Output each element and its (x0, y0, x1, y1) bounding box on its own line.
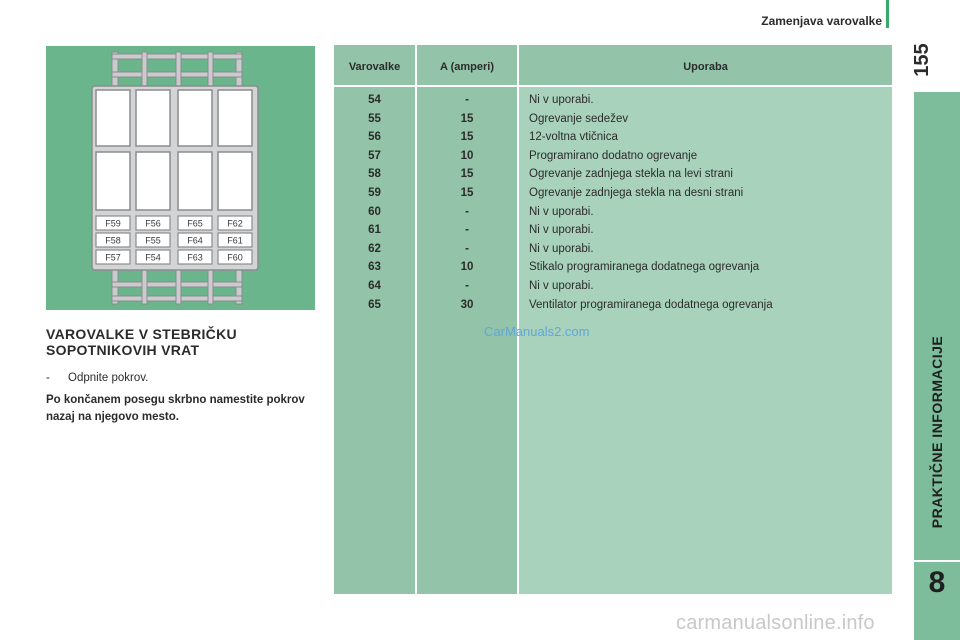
section-title-line-1: VAROVALKE V STEBRIČKU (46, 326, 237, 342)
fuse-slot-label: F58 (105, 235, 121, 246)
fuse-slot (136, 250, 170, 264)
table-row (334, 147, 892, 166)
fuse-amperage: 30 (460, 298, 474, 311)
fuse-slot-label: F57 (105, 252, 121, 263)
fuse-usage: Ogrevanje zadnjega stekla na levi strani (529, 168, 733, 181)
fuse-amperage: 15 (460, 131, 474, 144)
fuse-slot (136, 216, 170, 230)
fuse-amperage: - (465, 279, 469, 292)
fuse-amperage: 15 (460, 168, 474, 181)
fuse-slot (178, 250, 212, 264)
fuse-slot-label: F60 (227, 252, 243, 263)
chapter-tab-label-text: PRAKTIČNE INFORMACIJE (929, 335, 945, 529)
bottom-mounting-rails (112, 266, 242, 304)
table-row (334, 240, 892, 259)
fuse-usage: Ventilator programiranega dodatnega ogrevanja (529, 298, 773, 311)
fuse-slot-label: F62 (227, 218, 243, 229)
fuse-amperage: - (465, 224, 469, 237)
fuse-slot (96, 250, 130, 264)
fuse-number: 65 (368, 298, 381, 311)
chapter-tab-divider (914, 560, 960, 562)
table-row (334, 165, 892, 184)
fuse-number: 60 (368, 205, 381, 218)
table-row (334, 110, 892, 129)
header-usage: Uporaba (519, 45, 892, 85)
fuse-amperage: - (465, 205, 469, 218)
table-row (334, 203, 892, 222)
instruction-item (46, 372, 316, 384)
fuse-usage: Ni v uporabi. (529, 224, 594, 237)
table-row (334, 184, 892, 203)
fuse-number: 59 (368, 186, 381, 199)
fuse-number: 58 (368, 168, 381, 181)
chapter-tab-label (914, 92, 960, 562)
fuse-slot (96, 233, 130, 247)
fuse-slot-label: F59 (105, 218, 121, 229)
fuse-usage: Ni v uporabi. (529, 94, 594, 106)
fuse-number: 62 (368, 242, 381, 255)
fuse-amperage: - (465, 242, 469, 255)
fuse-slot (218, 250, 252, 264)
fuse-slot-label: F54 (145, 252, 161, 263)
table-row (334, 258, 892, 277)
top-mounting-rails (112, 52, 242, 88)
fuse-number: 61 (368, 224, 381, 237)
watermark-carmanuals2: CarManuals2.com (484, 324, 590, 339)
fuse-amperage: - (465, 94, 469, 106)
header-fuse: Varovalke (334, 45, 415, 85)
fuse-usage: Programirano dodatno ogrevanje (529, 149, 698, 162)
chapter-number: 8 (928, 566, 946, 599)
fuse-slot (218, 233, 252, 247)
fuse-box-illustration (46, 46, 315, 310)
fuse-slot (218, 216, 252, 230)
table-row (334, 221, 892, 240)
fuse-slot-label: F65 (187, 218, 203, 229)
fuse-usage: Ogrevanje zadnjega stekla na desni strani (529, 186, 744, 199)
fuse-box-drawing (46, 46, 315, 310)
header-amperes: A (amperi) (417, 45, 517, 85)
page-number (902, 40, 942, 80)
instruction-note: Po končanem posegu skrbno namestite pokrov nazaj na njegovo mesto. (46, 394, 305, 423)
table-header-row (334, 45, 892, 85)
fuse-slot-label: F55 (145, 235, 161, 246)
table-row (334, 277, 892, 296)
fuse-number: 56 (368, 131, 381, 144)
section-title-line-2: SOPOTNIKOVIH VRAT (46, 342, 200, 358)
header-divider (334, 85, 892, 87)
table-body (334, 91, 892, 314)
header-accent-rule (886, 0, 889, 28)
table-row (334, 91, 892, 110)
fuse-number: 64 (368, 279, 381, 292)
fuse-usage: Ni v uporabi. (529, 205, 594, 218)
page-number-text: 155 (911, 43, 933, 77)
fuse-slot (178, 216, 212, 230)
fuse-slot-label: F56 (145, 218, 161, 229)
fuse-slot (178, 233, 212, 247)
fuse-usage: Ni v uporabi. (529, 242, 594, 255)
fuse-usage: Stikalo programiranega dodatnega ogrevanja (529, 261, 760, 274)
fuse-usage: Ogrevanje sedežev (529, 112, 629, 125)
running-header: Zamenjava varovalke (761, 14, 882, 28)
section-title (46, 326, 316, 358)
table-row (334, 296, 892, 315)
fuse-slot-label: F61 (227, 235, 243, 246)
instruction-text: Odpnite pokrov. (68, 372, 149, 384)
fuse-table (334, 45, 892, 594)
fuse-number: 55 (368, 112, 381, 125)
fuse-slot-label: F63 (187, 252, 203, 263)
fuse-amperage: 15 (460, 186, 474, 199)
instruction-dash: - (46, 372, 50, 384)
fuse-number: 63 (368, 261, 381, 274)
fuse-slot-label: F64 (187, 235, 203, 246)
fuse-slot (136, 233, 170, 247)
fuse-amperage: 10 (460, 261, 474, 274)
watermark-carmanualsonline: carmanualsonline.info (676, 612, 875, 634)
fuse-amperage: 15 (460, 112, 474, 125)
table-row (334, 128, 892, 147)
fuse-usage: 12-voltna vtičnica (529, 131, 618, 144)
fuse-usage: Ni v uporabi. (529, 279, 594, 292)
fuse-number: 57 (368, 149, 381, 162)
fuse-number: 54 (368, 94, 381, 106)
fuse-amperage: 10 (460, 149, 474, 162)
fuse-slot (96, 216, 130, 230)
